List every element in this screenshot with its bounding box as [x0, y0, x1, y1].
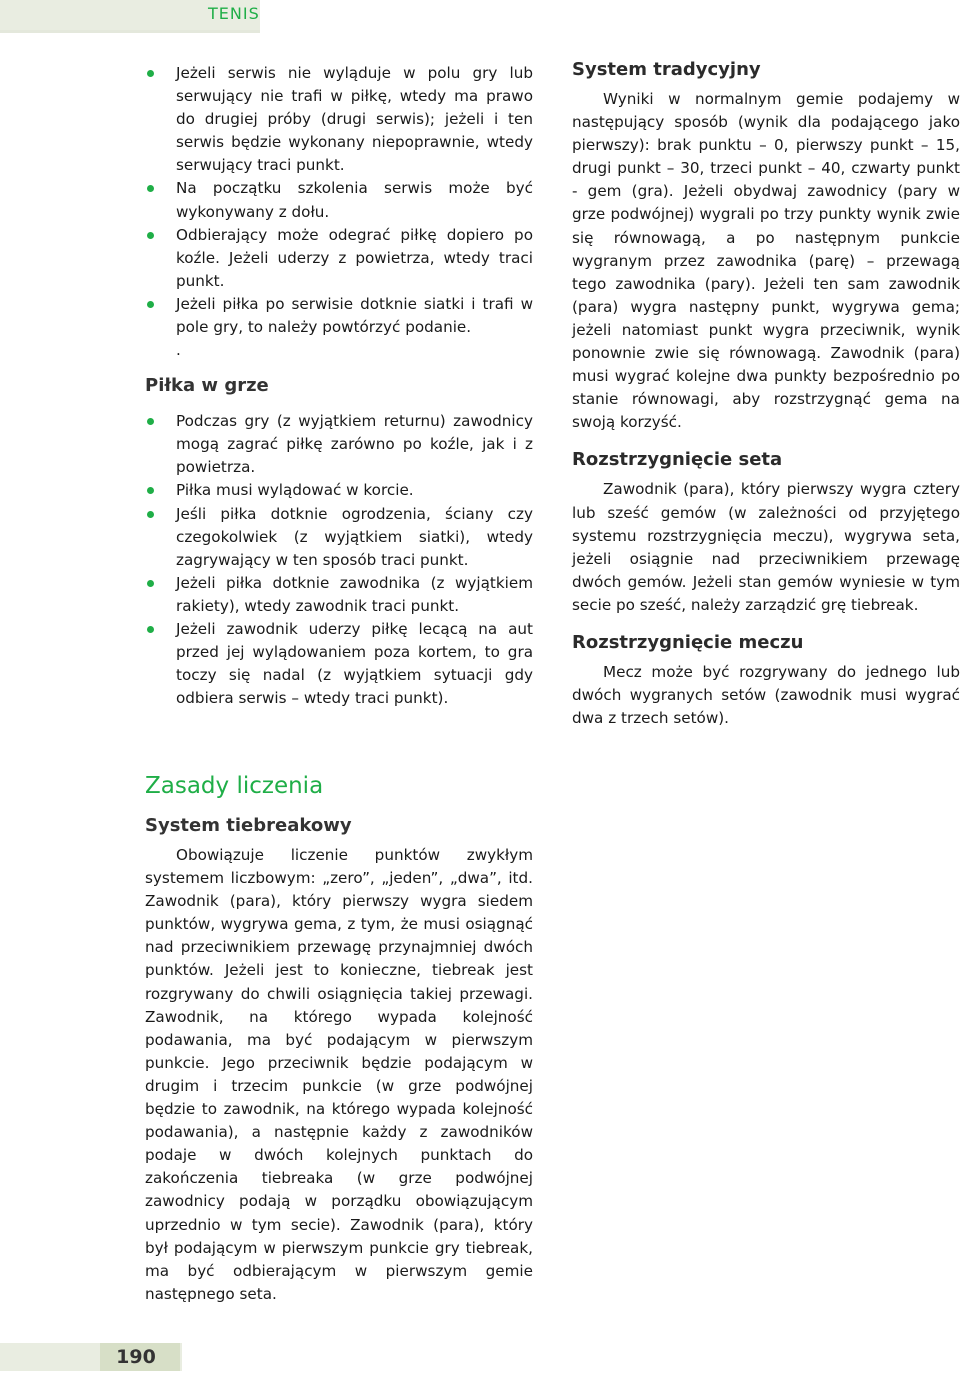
list-item: Jeżeli piłka dotknie zawodnika (z wyjątkiem rakiety), wtedy zawodnik traci punkt. [145, 572, 533, 618]
list-item: Piłka musi wylądować w korcie. [145, 479, 533, 502]
left-column [145, 62, 533, 710]
list-item: Jeśli piłka dotknie ogrodzenia, ściany czy czegokolwiek (z wyjątkiem siatki), wtedy zagrywający w ten sposób traci punkt. [145, 503, 533, 572]
right-column [572, 58, 960, 730]
page-number: 190 [116, 1346, 156, 1368]
heading-tiebreak-system: System tiebreakowy [145, 815, 352, 836]
list-item: Jeżeli zawodnik uderzy piłkę lecącą na aut przed jej wylądowaniem poza kortem, to gra toczy się nadal (z wyjątkiem sytuacji gdy odbiera serwis – wtedy traci punkt). [145, 618, 533, 710]
heading-match-decision: Rozstrzygnięcie meczu [572, 631, 804, 653]
list-item: Odbierający może odegrać piłkę dopiero po koźle. Jeżeli uderzy z powietrza, wtedy traci punkt. [145, 224, 533, 293]
heading-scoring-rules: Zasady liczenia [145, 773, 324, 799]
serve-rules-list [145, 62, 533, 339]
list-item: Jeżeli serwis nie wyląduje w polu gry lub serwujący nie trafi w piłkę, wtedy ma prawo do drugiej próby (drugi serwis); jeżeli i ten serwis będzie wykonany niepoprawnie, wtedy serwujący traci punkt. [145, 62, 533, 177]
list-item: Podczas gry (z wyjątkiem returnu) zawodnicy mogą zagrać piłkę zarówno po koźle, jak i z powietrza. [145, 410, 533, 479]
list-item: Jeżeli piłka po serwisie dotknie siatki i trafi w pole gry, to należy powtórzyć podanie. [145, 293, 533, 339]
heading-set-decision: Rozstrzygnięcie seta [572, 449, 783, 471]
paragraph-match-decision: Mecz może być rozgrywany do jednego lub dwóch wygranych setów (zawodnik musi wygrać dwa z trzech setów). [572, 662, 960, 728]
ball-in-play-list [145, 410, 533, 710]
paragraph-tiebreak-system: Obowiązuje liczenie punktów zwykłym systemem liczbowym: „zero”, „jeden”, „dwa”, itd. Zawodnik (para), który pierwszy wygra siedem punktów, wygrywa gema, z tym, że musi osiągnąć nad przeciwnikiem przewagę przynajmniej dwóch punktów. Jeżeli jest to konieczne, tiebreak jest rozgrywany do chwili osiągnięcia takiej przewagi. Zawodnik, na którego wypada kolejność podawania, ma być podającym w pierwszym punkcie. Jego przeciwnik będzie podającym w drugim i trzecim punkcie (w grze podwójnej będzie to zawodnik, na którego wypada kolejność podawania), a następnie każdy z zawodników podaje w dwóch kolejnych punktach do zakończenia tiebreaka (w grze podwójnej zawodnicy podają w porządku obowiązującym uprzednio w tym secie). Zawodnik (para), który był podającym w pierwszym punkcie gry tiebreak, ma być odbierającym w pierwszym gemie następnego seta. [145, 846, 533, 1303]
list-item: Na początku szkolenia serwis może być wykonywany z dołu. [145, 177, 533, 223]
paragraph-set-decision: Zawodnik (para), który pierwszy wygra cztery lub sześć gemów (w zależności od przyjętego systemu rozstrzygnięcia meczu), wygrywa seta, jeżeli osiągnie nad przeciwnikiem przewagę dwóch gemów. Jeżeli stan gemów wyniesie w tym secie po sześć, należy zarządzić grę tiebreak. [572, 480, 960, 614]
scoring-section [145, 772, 533, 1306]
header-rule [0, 30, 260, 33]
running-header: TENIS [208, 4, 260, 23]
stray-dot: . [176, 341, 181, 360]
heading-ball-in-play: Piłka w grze [145, 375, 269, 397]
paragraph-traditional-system: Wyniki w normalnym gemie podajemy w następujący sposób (wynik dla podającego jako pierwszy): brak punktu – 0, pierwszy punkt – 15, drugi punkt – 30, trzeci punkt – 40, czwarty punkt - gem (gra). Jeżeli obydwaj zawodnicy (pary w grze podwójnej) wygrali po trzy punkty wynik zwie się równowagą, a po następnym punkcie wygranym przez zawodnika (parę) – przewagą tego zawodnika (pary). Jeżeli ten sam zawodnik (para) wygra następny punkt, wygrywa gema; jeżeli natomiast punkt wygra przeciwnik, wynik ponownie zwie się równowagą. Zawodnik (para) musi wygrać kolejne dwa punkty bezpośrednio po stanie równowagi, aby rozstrzygnąć gema na swoją korzyść. [572, 90, 960, 432]
heading-traditional-system: System tradycyjny [572, 59, 761, 80]
